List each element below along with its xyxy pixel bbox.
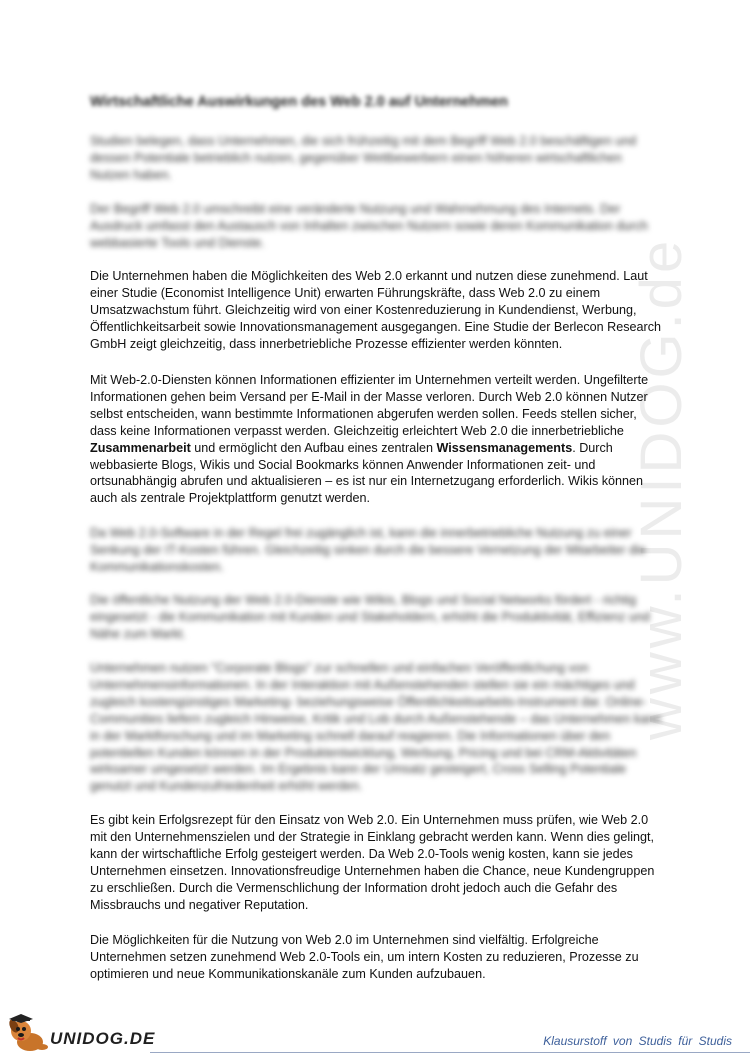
p4-text-3: . Durch webbasierte Blogs, Wikis und Social Bookmarks können Anwender Informationen zeit- und ortsunabhängig abrufen und aktualisieren – es ist nur ein Internetzugang erforderlich. Wikis können auch als zentrale Projektplattform genutzt werden. [90, 440, 644, 506]
blurred-paragraph-6: Die öffentliche Nutzung der Web 2.0-Dienste wie Wikis, Blogs und Social Networks fördert - richtig eingesetzt - die Kommunikation mit Kunden und Stakeholdern, erhöht die Produktivität, Effizienz und Nähe zum Markt. [90, 593, 650, 641]
paragraph-8: Es gibt kein Erfolgsrezept für den Einsatz von Web 2.0. Ein Unternehmen muss prüfen, wie Web 2.0 mit den Unternehmenszielen und der Strategie in Einklang gebracht werden kann. Wenn dies gelingt, kann der wirtschaftliche Erfolg gesteigert werden. Da Web 2.0-Tools wenig kosten, kann sie jedes Unternehmen einsetzen. Innovationsfreudige Unternehmen haben die Chance, neue Kundengruppen zu erschließen. Durch die Vermenschlichung der Information droht jedoch auch die Gefahr des Missbrauchs und negativer Reputation. [90, 813, 655, 912]
p4-bold-zusammenarbeit: Zusammenarbeit [90, 440, 191, 455]
p4-bold-wissensmanagement: Wissensmanagements [436, 440, 573, 455]
logo-text: UNIDOG.DE [50, 1029, 156, 1048]
blurred-paragraph-1: Studien belegen, dass Unternehmen, die sich frühzeitig mit dem Begriff Web 2.0 beschäftigen und dessen Potentiale betrieblich nutzen, gegenüber Wettbewerbern einen höheren wirtschaftlichen Nutzen haben. [90, 134, 637, 182]
p4-text-2: und ermöglicht den Aufbau eines zentralen [190, 440, 437, 455]
p4-text-1: Mit Web-2.0-Diensten können Informationen effizienter im Unternehmen verteilt werden. Ungefilterte Informationen gehen beim Versand per E-Mail in der Masse verloren. Durch Web 2.0 können Nutzer selbst entscheiden, wann bestimmte Informationen abgerufen werden sollen. Feeds stellen sicher, dass keine Informationen verpasst werden. Gleichzeitig erleichtert Web 2.0 die innerbetriebliche [90, 373, 649, 438]
footer-tagline: Klausurstoff von Studis für Studis [543, 1034, 732, 1048]
unidog-logo[interactable] [6, 1014, 166, 1054]
document-title: Wirtschaftliche Auswirkungen des Web 2.0 auf Unternehmen [90, 94, 509, 110]
paragraph-3: Die Unternehmen haben die Möglichkeiten des Web 2.0 erkannt und nutzen diese zunehmend. Laut einer Studie (Economist Intelligence Unit) erwarten Führungskräfte, dass Web 2.0 zu einem Umsatzwachstum führt. Gleichzeitig wird von einer Kostenreduzierung in Kundendienst, Werbung, Öffentlichkeitsarbeit sowie Innovationsmanagement ausgegangen. Eine Studie der Berlecon Research GmbH zeigt gleichzeitig, dass innerbetriebliche Prozesse effizienter werden könnten. [90, 269, 662, 351]
dog-mascot-icon [6, 1014, 50, 1054]
footer-divider [150, 1052, 750, 1053]
watermark: www.UNIDOG.de [629, 236, 694, 740]
blurred-paragraph-2: Der Begriff Web 2.0 umschreibt eine veränderte Nutzung und Wahrnehmung des Internets. Der Ausdruck umfasst den Austausch von Inhalten zwischen Nutzern sowie deren Kommunikation durch webbasierte Tools und Dienste. [90, 202, 648, 250]
blurred-paragraph-5: Da Web 2.0-Software in der Regel frei zugänglich ist, kann die innerbetriebliche Nutzung zu einer Senkung der IT-Kosten führen. Gleichzeitig sinken durch die bessere Vernetzung der Mitarbeiter die Kommunikationskosten. [90, 526, 646, 574]
paragraph-9: Die Möglichkeiten für die Nutzung von Web 2.0 im Unternehmen sind vielfältig. Erfolgreiche Unternehmen setzen zunehmend Web 2.0-Tools ein, um intern Kosten zu reduzieren, Prozesse zu optimieren und neue Kommunikationskanäle zum Kunden aufzubauen. [90, 933, 639, 981]
blurred-paragraph-7: Unternehmen nutzen "Corporate Blogs" zur schnellen und einfachen Veröffentlichung von Unternehmensinformationen. In der Interaktion mit Außenstehenden stellen sie ein mächtiges und zugleich kostengünstiges Marketing- beziehungsweise Öffentlichkeitsarbeits-Instrument dar. Online-Communities liefern zugleich Hinweise, Kritik und Lob durch Außenstehende – das Unternehmen kann in der Marktforschung und im Marketing schnell darauf reagieren. Die Informationen über den potentiellen Kunden können in der Produktentwicklung, Werbung, Pricing und bei CRM-Aktivitäten wirksamer umgesetzt werden. Im Ergebnis kann der Umsatz gesteigert, Cross Selling Potentiale genutzt und Kundenzufriedenheit erhöht werden. [90, 661, 662, 794]
paragraph-4 [90, 372, 662, 507]
